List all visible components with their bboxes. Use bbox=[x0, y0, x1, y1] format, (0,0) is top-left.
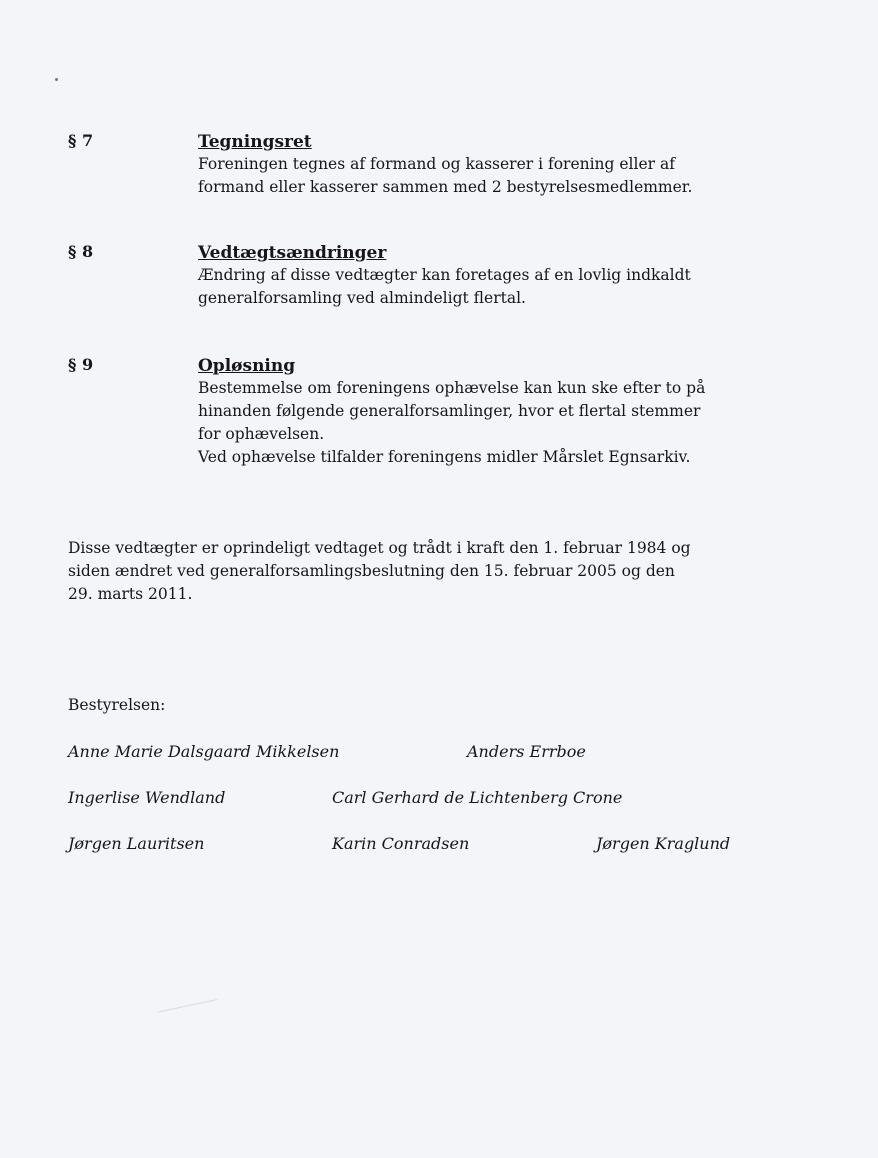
signature-name: Jørgen Kraglund bbox=[596, 834, 731, 853]
section-body bbox=[198, 131, 818, 199]
scan-smudge bbox=[158, 999, 221, 1032]
signature-name: Carl Gerhard de Lichtenberg Crone bbox=[332, 788, 623, 807]
section-title: Tegningsret bbox=[198, 132, 312, 152]
section-text-line: Bestemmelse om foreningens ophævelse kan kun ske efter to på bbox=[198, 379, 706, 397]
closing-paragraph bbox=[68, 537, 788, 606]
section-number: § 9 bbox=[68, 355, 94, 374]
section-text-line: formand eller kasserer sammen med 2 bestyrelsesmedlemmer. bbox=[198, 178, 693, 196]
section-number: § 8 bbox=[68, 242, 94, 261]
closing-text-line: 29. marts 2011. bbox=[68, 585, 193, 603]
board-label: Bestyrelsen: bbox=[68, 696, 166, 714]
scan-speck bbox=[55, 78, 58, 81]
signature-name: Anne Marie Dalsgaard Mikkelsen bbox=[68, 742, 340, 761]
section-text-line: Foreningen tegnes af formand og kasserer i forening eller af bbox=[198, 155, 675, 173]
section-body bbox=[198, 355, 818, 469]
signature-name: Anders Errboe bbox=[467, 742, 586, 761]
section-title: Opløsning bbox=[198, 356, 296, 376]
closing-text-line: siden ændret ved generalforsamlingsbeslutning den 15. februar 2005 og den bbox=[68, 562, 675, 580]
section-text-line: Ændring af disse vedtægter kan foretages af en lovlig indkaldt bbox=[198, 266, 691, 284]
section-text-line: for ophævelsen. bbox=[198, 425, 325, 443]
section-title: Vedtægtsændringer bbox=[198, 243, 387, 263]
section-text-line: hinanden følgende generalforsamlinger, hvor et flertal stemmer bbox=[198, 402, 701, 420]
section-number: § 7 bbox=[68, 131, 94, 150]
closing-text-line: Disse vedtægter er oprindeligt vedtaget og trådt i kraft den 1. februar 1984 og bbox=[68, 539, 691, 557]
signature-name: Ingerlise Wendland bbox=[68, 788, 226, 807]
section-text-line: Ved ophævelse tilfalder foreningens midler Mårslet Egnsarkiv. bbox=[198, 448, 691, 466]
signature-name: Karin Conradsen bbox=[332, 834, 470, 853]
section-text-line: generalforsamling ved almindeligt flertal. bbox=[198, 289, 526, 307]
section-body bbox=[198, 242, 818, 310]
signature-name: Jørgen Lauritsen bbox=[68, 834, 205, 853]
